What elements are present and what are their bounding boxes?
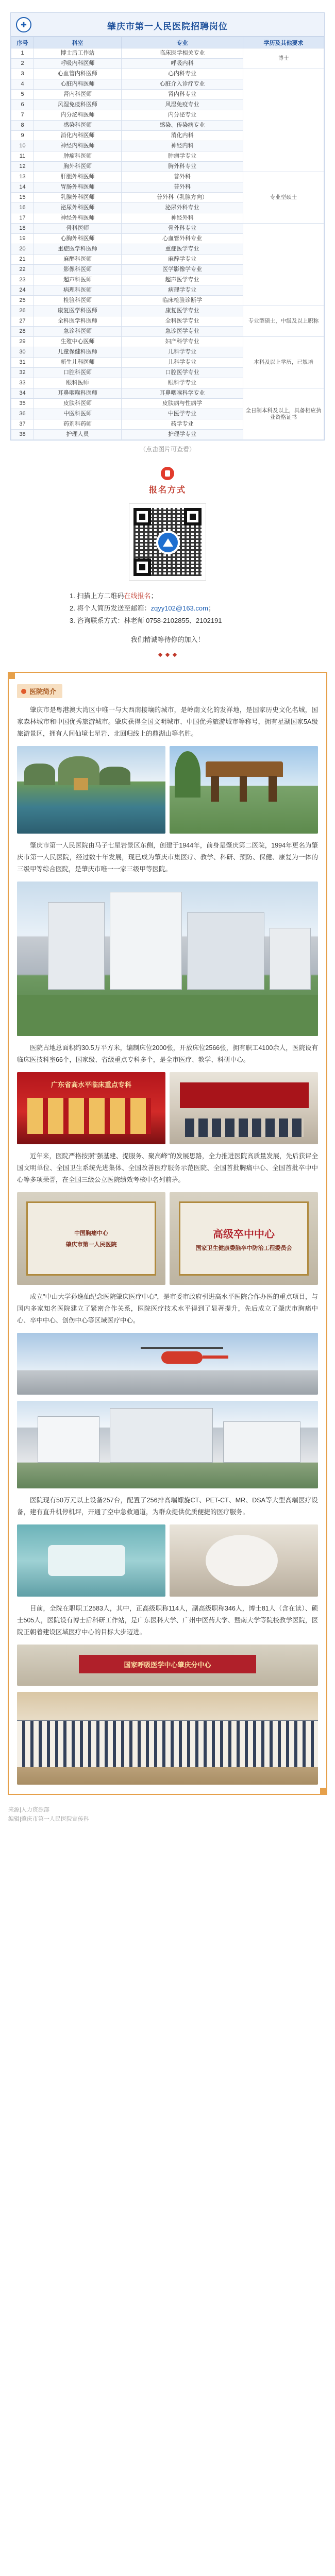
table-cell-dept: 药剂科药师 (34, 419, 122, 430)
qr-finder-icon (133, 508, 151, 526)
plaque-photo-row (17, 1192, 318, 1285)
table-cell-dept: 全科医学科医师 (34, 316, 122, 327)
table-row (11, 69, 324, 79)
divider-dots (0, 653, 335, 656)
table-cell-no: 14 (11, 182, 34, 193)
equipment-photo (170, 1524, 318, 1597)
table-cell-dept: 重症医学科医师 (34, 244, 122, 255)
table-cell-no: 10 (11, 141, 34, 151)
meeting-room-photo (170, 1072, 318, 1144)
table-row (11, 306, 324, 316)
qr-finder-icon (133, 558, 151, 576)
intro-paragraph-6: 医院现有50万元以上设备257台，配置了256排高端螺旋CT、PET-CT、MR、DSA等大型高端医疗设备，建有直升机停机坪，开通了空中急救通道，为群众提供优质便捷的医疗服务。 (17, 1497, 318, 1516)
intro-paragraph-2: 肇庆市第一人民医院由马子七星岩景区东侧，创建于1944年，前身是肇庆第二医院，1994年更名为肇庆市第一人民医院，经过数十年发展，现已成为肇庆市集医疗、教学、科研、预防、保健、康复为一体的三级甲等综合医院，是肇庆市唯一一家三级甲等医院。 (17, 842, 318, 873)
table-cell-major: 感染、传染病专业 (122, 121, 243, 131)
table-cell-dept: 康复医学科医师 (34, 306, 122, 316)
table-cell-no: 37 (11, 419, 34, 430)
center-sign-text: 国家呼吸医学中心肇庆分中心 (79, 1655, 256, 1673)
table-cell-no: 4 (11, 79, 34, 90)
header-major: 专业 (122, 37, 243, 48)
recruitment-table (11, 37, 324, 440)
table-cell-major: 皮肤病与性病学 (122, 399, 243, 409)
table-cell-major: 心血管外科专业 (122, 234, 243, 244)
table-cell-dept: 病理科医师 (34, 285, 122, 296)
staff-group-photo (17, 1692, 318, 1785)
table-cell-dept: 风湿免疫科医师 (34, 100, 122, 110)
table-cell-dept: 影像科医师 (34, 265, 122, 275)
table-cell-dept: 麻醉科医师 (34, 255, 122, 265)
table-cell-major: 临床检验诊断学 (122, 296, 243, 306)
source-note: 来源|人力资源部 编辑|肇庆市第一人民医院宣传科 (8, 1807, 89, 1822)
table-cell-dept: 中医科医师 (34, 409, 122, 419)
table-cell-major: 肿瘤学专业 (122, 151, 243, 162)
table-cell-req (243, 224, 324, 306)
table-cell-no: 20 (11, 244, 34, 255)
chest-pain-center-plaque: 中国胸痛中心 肇庆市第一人民医院 (17, 1192, 165, 1285)
table-cell-major: 泌尿外科专业 (122, 203, 243, 213)
table-cell-no: 29 (11, 337, 34, 347)
apply-step-2: 2. 将个人简历发送至邮箱：zqyy102@163.com； (70, 604, 215, 612)
table-cell-dept: 肝胆外科医师 (34, 172, 122, 182)
table-cell-dept: 生殖中心医师 (34, 337, 122, 347)
table-cell-no: 1 (11, 48, 34, 59)
table-cell-major: 耳鼻咽喉科学专业 (122, 388, 243, 399)
table-cell-major: 儿科学专业 (122, 358, 243, 368)
table-title: 肇庆市第一人民医院招聘岗位 (107, 22, 228, 31)
table-cell-no: 3 (11, 69, 34, 79)
table-cell-no: 12 (11, 162, 34, 172)
table-cell-no: 16 (11, 203, 34, 213)
clipboard-icon (161, 467, 174, 480)
table-cell-req: 本科及以上学历，已规培 (243, 337, 324, 388)
table-cell-no: 19 (11, 234, 34, 244)
table-cell-dept: 儿童保健科医师 (34, 347, 122, 358)
table-cell-no: 25 (11, 296, 34, 306)
apply-step-3: 3. 咨询联系方式：林老师 0758-2102855、2102191 (70, 617, 222, 624)
table-cell-dept: 呼吸内科医师 (34, 59, 122, 69)
table-cell-no: 7 (11, 110, 34, 121)
table-cell-no: 33 (11, 378, 34, 388)
table-cell-dept: 耳鼻咽喉科医师 (34, 388, 122, 399)
table-cell-no: 8 (11, 121, 34, 131)
hospital-campus-photo (17, 882, 318, 1036)
table-cell-major: 心脏介入诊疗专业 (122, 79, 243, 90)
table-cell-major: 中医学专业 (122, 409, 243, 419)
table-cell-req: 专业型硕士，中级及以上职称 (243, 306, 324, 337)
table-cell-dept: 骨科医师 (34, 224, 122, 234)
table-cell-dept: 感染科医师 (34, 121, 122, 131)
table-cell-no: 21 (11, 255, 34, 265)
table-cell-major: 麻醉学专业 (122, 255, 243, 265)
intro-paragraph-4: 近年来，医院严格按照"强基建、提服务、聚高峰"的发展思路，全力推进医院高质量发展，先后获评全国文明单位、全国卫生系统先进集体、全国改善医疗服务示范医院、全国首批胸痛中心、全国首批卒中中心等多项荣誉，在全国三级公立医院绩效考核中名列前茅。 (17, 1153, 318, 1183)
table-cell-req: 全日制本科及以上，具备相应执业资格证书 (243, 388, 324, 440)
table-cell-major: 儿科学专业 (122, 347, 243, 358)
table-cell-no: 23 (11, 275, 34, 285)
table-cell-major: 消化内科 (122, 131, 243, 141)
table-cell-major: 神经外科 (122, 213, 243, 224)
table-cell-no: 34 (11, 388, 34, 399)
table-cell-no: 13 (11, 172, 34, 182)
table-cell-no: 36 (11, 409, 34, 419)
table-cell-dept: 博士后工作站 (34, 48, 122, 59)
table-cell-major: 内分泌专业 (122, 110, 243, 121)
table-cell-no: 26 (11, 306, 34, 316)
table-cell-major: 骨外科专业 (122, 224, 243, 234)
table-cell-major: 超声医学专业 (122, 275, 243, 285)
table-cell-major: 呼吸内科 (122, 59, 243, 69)
table-cell-major: 临床医学相关专业 (122, 48, 243, 59)
table-cell-no: 22 (11, 265, 34, 275)
qr-logo-icon (156, 531, 180, 554)
table-row (11, 172, 324, 182)
table-cell-no: 30 (11, 347, 34, 358)
intro-paragraph-3: 医院占地总面积约30.5万平方米，编制床位2000张，开放床位2566张，拥有职工4100余人，医院设有临床医技科室66个，国家级、省级重点专科多个，是全市医疗、教学、科研中心。 (17, 1044, 318, 1063)
table-cell-no: 32 (11, 368, 34, 378)
table-cell-no: 18 (11, 224, 34, 234)
table-cell-dept: 护理人员 (34, 430, 122, 440)
center-sign-photo (17, 1645, 318, 1686)
scenery-photo-row (17, 746, 318, 834)
table-cell-no: 35 (11, 399, 34, 409)
table-cell-major: 眼科学专业 (122, 378, 243, 388)
table-header-row (11, 37, 324, 48)
arch-photo (170, 746, 318, 834)
table-cell-req (243, 69, 324, 172)
table-cell-dept: 急诊科医师 (34, 327, 122, 337)
table-cell-major: 病理学专业 (122, 285, 243, 296)
honor-wall-text: 广东省高水平临床重点专科 (51, 1081, 131, 1089)
apply-footer: 我们精诚等待你的加入！ (130, 636, 205, 643)
table-cell-no: 11 (11, 151, 34, 162)
table-cell-major: 全科医学专业 (122, 316, 243, 327)
intro-paragraph-1: 肇庆市是粤港澳大湾区中唯一与大西南接壤的城市，是岭南文化的发祥地，是国家历史文化名城，国家森林城市和中国优秀旅游城市。肇庆获得全国文明城市、中国优秀旅游城市等称号，拥有星湖国家5A级旅游景区，拥有人间仙境七星岩、北回归线上的鼎湖山等名胜。 (17, 706, 318, 737)
intro-tag: 医院简介 (17, 684, 62, 698)
table-cell-dept: 口腔科医师 (34, 368, 122, 378)
table-cell-no: 31 (11, 358, 34, 368)
header-req: 学历及其他要求 (243, 37, 324, 48)
helicopter-photo (17, 1333, 318, 1395)
hospital-intro-card (8, 672, 327, 1795)
table-cell-no: 38 (11, 430, 34, 440)
hospital-building-photo (17, 1401, 318, 1488)
table-cell-dept: 皮肤科医师 (34, 399, 122, 409)
table-cell-dept: 检验科医师 (34, 296, 122, 306)
stroke-center-plaque: 高级卒中中心 国家卫生健康委脑卒中防治工程委员会 (170, 1192, 318, 1285)
table-cell-no: 15 (11, 193, 34, 203)
table-cell-req: 博士 (243, 48, 324, 69)
table-cell-major: 肾内科专业 (122, 90, 243, 100)
table-cell-no: 5 (11, 90, 34, 100)
table-row (11, 337, 324, 347)
table-body (11, 48, 324, 440)
intro-paragraph-5: 成立"中山大学孙逸仙纪念医院肇庆医疗中心"，是市委市政府引进高水平医院合作办医的重点项目，与国内多家知名医院建立了紧密合作关系，医院医疗技术水平得到了显著提升，先后成立了肇庆市胸痛中心、卒中中心、创伤中心等区域医疗中心。 (17, 1293, 318, 1324)
table-cell-no: 24 (11, 285, 34, 296)
table-cell-dept: 肾内科医师 (34, 90, 122, 100)
table-row (11, 224, 324, 234)
table-cell-dept: 心血管内科医师 (34, 69, 122, 79)
hospital-icon (21, 689, 26, 694)
table-cell-major: 急诊医学专业 (122, 327, 243, 337)
table-cell-major: 康复医学专业 (122, 306, 243, 316)
table-cell-major: 口腔医学专业 (122, 368, 243, 378)
email-link[interactable]: zqyy102@163.com (150, 604, 208, 612)
hospital-logo-icon: ✚ (16, 17, 31, 32)
table-cell-major: 胸外科专业 (122, 162, 243, 172)
qr-finder-icon (184, 508, 202, 526)
table-cell-req: 专业型硕士 (243, 172, 324, 224)
table-row (11, 388, 324, 399)
table-cell-dept: 眼科医师 (34, 378, 122, 388)
apply-step-1: 1. 扫描上方二维码在线报名； (70, 592, 158, 600)
intro-paragraph-7: 目前，全院在职职工2583人，其中，正高级职称114人，副高级职称346人，博士81人（含在读）、硕士505人，医院设有博士后科研工作站，是广东医科大学、广州中医药大学、暨南大学等院校教学医院，医院正朝着建设区域医疗中心的目标大步迈进。 (17, 1605, 318, 1636)
table-cell-no: 6 (11, 100, 34, 110)
table-cell-no: 2 (11, 59, 34, 69)
table-cell-dept: 心胸外科医师 (34, 234, 122, 244)
table-cell-dept: 内分泌科医师 (34, 110, 122, 121)
table-cell-dept: 乳腺外科医师 (34, 193, 122, 203)
table-cell-no: 28 (11, 327, 34, 337)
table-cell-major: 重症医学专业 (122, 244, 243, 255)
table-cell-major: 普外科 (122, 182, 243, 193)
apply-steps (70, 590, 265, 627)
table-cell-dept: 泌尿外科医师 (34, 203, 122, 213)
table-cell-major: 神经内科 (122, 141, 243, 151)
table-cell-dept: 心脏内科医师 (34, 79, 122, 90)
lake-photo (17, 746, 165, 834)
table-cell-dept: 新生儿科医师 (34, 358, 122, 368)
qr-code[interactable] (129, 503, 206, 581)
honor-wall-photo (17, 1072, 165, 1144)
header-no: 序号 (11, 37, 34, 48)
table-cell-major: 医学影像学专业 (122, 265, 243, 275)
table-cell-no: 9 (11, 131, 34, 141)
table-cell-major: 普外科（乳腺方向） (122, 193, 243, 203)
table-cell-major: 风湿免疫专业 (122, 100, 243, 110)
table-cell-no: 27 (11, 316, 34, 327)
table-cell-major: 护理学专业 (122, 430, 243, 440)
apply-heading-text: 报名方式 (148, 486, 186, 495)
table-cell-major: 妇产科学专业 (122, 337, 243, 347)
table-cell-major: 普外科 (122, 172, 243, 182)
table-banner (11, 13, 324, 37)
operating-room-photo (17, 1524, 165, 1597)
apply-heading (0, 467, 335, 495)
table-cell-dept: 神经外科医师 (34, 213, 122, 224)
recruitment-table-panel (10, 12, 325, 440)
table-cell-dept: 超声科医师 (34, 275, 122, 285)
header-dept: 科室 (34, 37, 122, 48)
table-cell-dept: 神经内科医师 (34, 141, 122, 151)
table-cell-dept: 胸外科医师 (34, 162, 122, 172)
table-cell-no: 17 (11, 213, 34, 224)
honor-photo-row (17, 1072, 318, 1144)
table-cell-dept: 肿瘤科医师 (34, 151, 122, 162)
table-row (11, 48, 324, 59)
equipment-photo-row (17, 1524, 318, 1597)
image-caption: （点击图片可查看） (139, 446, 195, 453)
table-cell-dept: 消化内科医师 (34, 131, 122, 141)
table-cell-major: 心内科专业 (122, 69, 243, 79)
table-cell-dept: 胃肠外科医师 (34, 182, 122, 193)
table-cell-major: 药学专业 (122, 419, 243, 430)
